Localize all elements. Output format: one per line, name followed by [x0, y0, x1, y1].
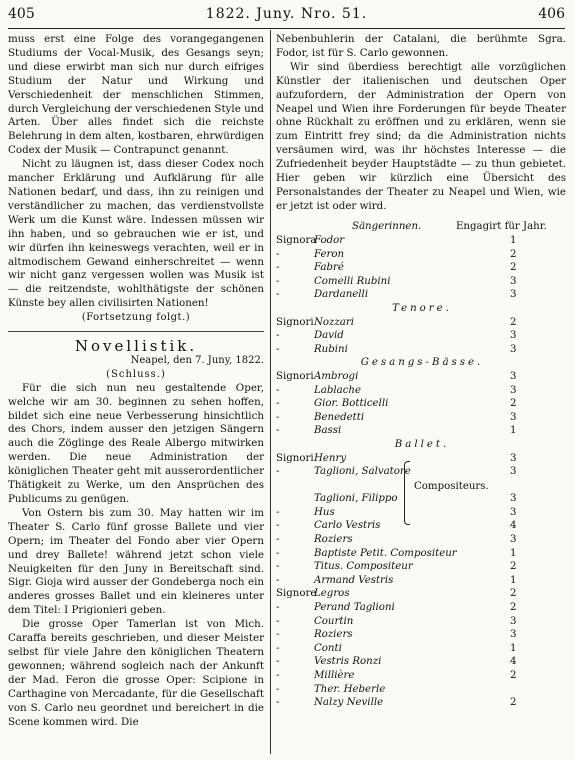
page-number-left: 405 — [8, 6, 35, 22]
name-cell: Lablache — [314, 384, 361, 396]
years-cell: 3 — [510, 343, 517, 355]
title-cell: - — [276, 534, 280, 546]
title-cell: - — [276, 642, 280, 654]
years-cell: 1 — [510, 574, 517, 586]
years-cell: 1 — [510, 642, 517, 654]
name-cell: Conti — [314, 642, 342, 654]
table-row — [276, 453, 568, 467]
years-cell: 3 — [510, 506, 517, 518]
years-cell: 1 — [510, 235, 517, 246]
years-cell: 3 — [510, 275, 517, 287]
name-cell: Roziers — [314, 534, 353, 546]
years-cell: 4 — [510, 520, 517, 532]
table-row — [276, 371, 568, 385]
title-cell: - — [276, 262, 280, 274]
table-row — [276, 670, 568, 684]
dateline: Neapel, den 7. Juny, 1822. — [130, 354, 264, 366]
title-cell: Signori — [276, 370, 314, 382]
table-row — [276, 276, 568, 290]
name-cell: Vestris Ronzi — [314, 656, 382, 668]
table-row — [276, 616, 568, 630]
name-cell: Nozzari — [314, 316, 354, 328]
table-row — [276, 466, 568, 480]
paragraph: Für die sich nun neu gestaltende Oper, welche wir am 30. beginnen zu sehen hoffen, bildet sich eine neue Verbesserung hinsichtlich des Chors, indem ausser den jetzigen Sängern auch die Zöglinge des Reale Albergo mitwirken werden. Die neue Administration der königlichen Theater geht mit ausserordentlicher Thätigkeit zu Werke, um den Ansprüchen des Publicums zu genügen. — [8, 381, 264, 505]
title-cell: - — [276, 411, 280, 423]
title-cell: - — [276, 248, 280, 260]
name-cell: Taglioni, Salvatore — [314, 466, 411, 478]
table-row — [276, 548, 568, 562]
years-cell: 3 — [510, 384, 517, 396]
years-cell: 2 — [510, 398, 517, 410]
table-row — [276, 398, 568, 412]
title-cell: - — [276, 330, 280, 342]
title-cell: - — [276, 697, 280, 709]
table-row — [276, 697, 568, 711]
name-cell: Legros — [314, 588, 350, 600]
years-cell: 3 — [510, 615, 517, 627]
table-row — [276, 684, 568, 698]
name-cell: Taglioni, Filippo — [314, 493, 398, 505]
name-cell: Armand Vestris — [314, 574, 394, 586]
table-row — [276, 602, 568, 616]
title-cell: - — [276, 289, 280, 301]
table-row — [276, 235, 568, 249]
title-cell: - — [276, 602, 280, 614]
title-cell: - — [276, 656, 280, 668]
page-header — [8, 6, 565, 30]
page-number-right: 406 — [538, 6, 565, 22]
header-rule — [8, 28, 565, 29]
years-cell: 2 — [510, 248, 517, 260]
table-row — [276, 520, 568, 534]
paragraph: Nebenbuhlerin der Catalani, die berühmte Sgra. Fodor, ist für S. Carlo gewonnen. — [276, 33, 566, 59]
right-column — [276, 33, 566, 214]
name-cell: Gior. Botticelli — [314, 398, 389, 410]
column-header-singers: Sängerinnen. — [352, 221, 422, 232]
table-row — [276, 249, 568, 263]
table-row — [276, 317, 568, 331]
years-cell: 1 — [510, 547, 517, 559]
name-cell: Feron — [314, 248, 345, 260]
category-heading: Tenore. — [392, 302, 452, 314]
table-row — [276, 289, 568, 303]
issue-date: 1822. Juny. Nro. 51. — [205, 6, 368, 22]
table-row — [276, 656, 568, 670]
years-cell: 2 — [510, 697, 517, 709]
table-row — [276, 588, 568, 602]
paragraph: Wir sind überdiess berechtigt alle vorzüglichen Künstler der italienischen und deutschen Oper aufzufordern, der Administration der Opern von Neapel und Wien ihre Forderungen für beyde Theater ohne Rückhalt zu eröffnen und zu erklären, wenn sie zum Eintritt frey sind; da die Administration nichts versäumen wird, was ihr höchstes Interesse — die Zufriedenheit beyder Hauptstädte — zu thun gebietet. Hier geben wir kürzlich eine Übersicht des Personalstandes der Theater zu Neapel und Wien, wie er jetzt ist oder wird. — [276, 60, 566, 212]
years-cell: 1 — [510, 425, 517, 437]
table-header — [276, 221, 568, 235]
conclusion-note: (Schluss.) — [106, 368, 166, 380]
name-cell: Comelli Rubini — [314, 275, 391, 287]
name-cell: Benedetti — [314, 411, 365, 423]
years-cell: 3 — [510, 466, 517, 478]
years-cell: 2 — [510, 602, 517, 614]
title-cell: - — [276, 561, 280, 573]
name-cell: Fodor — [314, 235, 345, 246]
name-cell: Hus — [314, 506, 335, 518]
table-row — [276, 561, 568, 575]
years-cell: 2 — [510, 561, 517, 573]
title-cell: - — [276, 275, 280, 287]
years-cell: 4 — [510, 656, 517, 668]
paragraph: Nicht zu läugnen ist, dass dieser Codex noch mancher Erklärung und Aufklärung für alle Nationen bedarf, und dass, ihn zu reinigen und verständlicher zu machen, das verdienstvollste Werk um die Kunst wäre. Indessen müssen wir ihn haben, und so gebrauchen wie er ist, und wir dürfen ihn keineswegs verachten, weil er in altmodischem Gewand einherschreitet — wenn wir nicht ganz vergessen wollen was Musik ist — die reitzendste, wohlthätigste der schönen Künste bey allen civilisirten Nationen! — [8, 158, 264, 310]
table-row — [276, 629, 568, 643]
name-cell: Perand Taglioni — [314, 602, 395, 614]
name-cell: David — [314, 330, 344, 342]
title-cell: Signori — [276, 452, 314, 464]
title-cell: - — [276, 629, 280, 641]
category-heading: Gesangs-Bässe. — [360, 357, 484, 369]
section-title: Novellistik. — [74, 337, 198, 356]
table-row — [276, 507, 568, 521]
title-cell: - — [276, 384, 280, 396]
table-body — [276, 235, 568, 711]
table-row — [276, 425, 568, 439]
title-cell: Signore — [276, 588, 317, 600]
title-cell: - — [276, 520, 280, 532]
table-row — [276, 344, 568, 358]
years-cell: 3 — [510, 493, 517, 505]
title-cell: - — [276, 574, 280, 586]
table-row — [276, 330, 568, 344]
title-cell: - — [276, 670, 280, 681]
name-cell: Henry — [314, 452, 347, 464]
title-cell: Signori — [276, 316, 314, 328]
paragraph: Von Ostern bis zum 30. May hatten wir im Theater S. Carlo fünf grosse Ballete und vier Opern; im Theater del Fondo aber vier Opern und drey Ballete! während jetzt schon viele Neuigkeiten für den Juny in Bereitschaft sind. Sigr. Gioja wird ausser der Gondeberga noch ein anderes grosses Ballet und ein kleineres unter dem Titel: I Prigionieri geben. — [8, 506, 264, 617]
name-cell: Ambrogi — [314, 370, 359, 382]
table-row — [276, 493, 568, 507]
title-cell: - — [276, 466, 280, 478]
years-cell: 3 — [510, 330, 517, 342]
continuation-note: (Fortsetzung folgt.) — [81, 312, 191, 324]
name-cell: Ther. Heberle — [314, 683, 386, 695]
name-cell: Carlo Vestris — [314, 520, 381, 532]
years-cell: 3 — [510, 452, 517, 464]
table-row — [276, 385, 568, 399]
title-cell: - — [276, 425, 280, 437]
name-cell: Nalzy Neville — [314, 697, 384, 709]
years-cell: 2 — [510, 670, 517, 681]
name-cell: Fabré — [314, 262, 344, 274]
name-cell: Roziers — [314, 629, 353, 641]
years-cell: 3 — [510, 629, 517, 641]
name-cell: Baptiste Petit. Compositeur — [314, 547, 457, 559]
table-row — [276, 412, 568, 426]
category-heading: Ballet. — [394, 438, 450, 450]
name-cell: Bassi — [314, 425, 342, 437]
brace — [404, 461, 410, 525]
years-cell: 3 — [510, 411, 517, 423]
name-cell: Titus. Compositeur — [314, 561, 413, 573]
name-cell: Rubini — [314, 343, 348, 355]
years-cell: 2 — [510, 588, 517, 600]
table-row — [276, 262, 568, 276]
column-header-years: Engagirt für Jahr. — [456, 221, 547, 232]
title-cell: - — [276, 398, 280, 410]
name-cell: Courtin — [314, 615, 354, 627]
paragraph: muss erst eine Folge des vorangegangenen Studiums der Vocal-Musik, des Gesangs seyn; und diese erwirbt man sich nur durch eifriges Studium der Natur und Wirkung und Verschiedenheit der menschlichen Stimmen, durch Vergleichung der verschiedenen Style und Arten. Über alles findet sich die reichste Belehrung in dem alten, kostbaren, ehrwürdigen Codex der Musik — Contrapunct genannt. — [8, 33, 264, 157]
years-cell: 3 — [510, 289, 517, 301]
personnel-table — [276, 221, 568, 711]
title-cell: - — [276, 683, 280, 695]
title-cell: Signora — [276, 235, 317, 246]
years-cell: 3 — [510, 370, 517, 382]
years-cell: 2 — [510, 262, 517, 274]
left-column — [8, 33, 264, 729]
title-cell: - — [276, 506, 280, 518]
years-cell: 3 — [510, 534, 517, 546]
column-divider — [270, 30, 271, 754]
table-row — [276, 575, 568, 589]
compositeurs-label: Compositeurs. — [414, 481, 489, 493]
name-cell: Dardanelli — [314, 289, 369, 301]
title-cell: - — [276, 343, 280, 355]
paragraph: Die grosse Oper Tamerlan ist von Mich. Caraffa bereits geschrieben, und dieser Meister selbst für viele Jahre den königlichen Theatern gewonnen; während sogleich nach der Ankunft der Mad. Feron die grosse Oper: Scipione in Carthagine von Mercadante, für die Gesellschaft von S. Carlo neu geordnet und bereichert in die Scene kommen wird. Die — [8, 618, 264, 728]
title-cell: - — [276, 547, 280, 559]
table-row — [276, 643, 568, 657]
name-cell: Millière — [314, 670, 355, 681]
title-cell: - — [276, 615, 280, 627]
years-cell: 2 — [510, 316, 517, 328]
section-divider — [8, 331, 264, 332]
table-row — [276, 534, 568, 548]
